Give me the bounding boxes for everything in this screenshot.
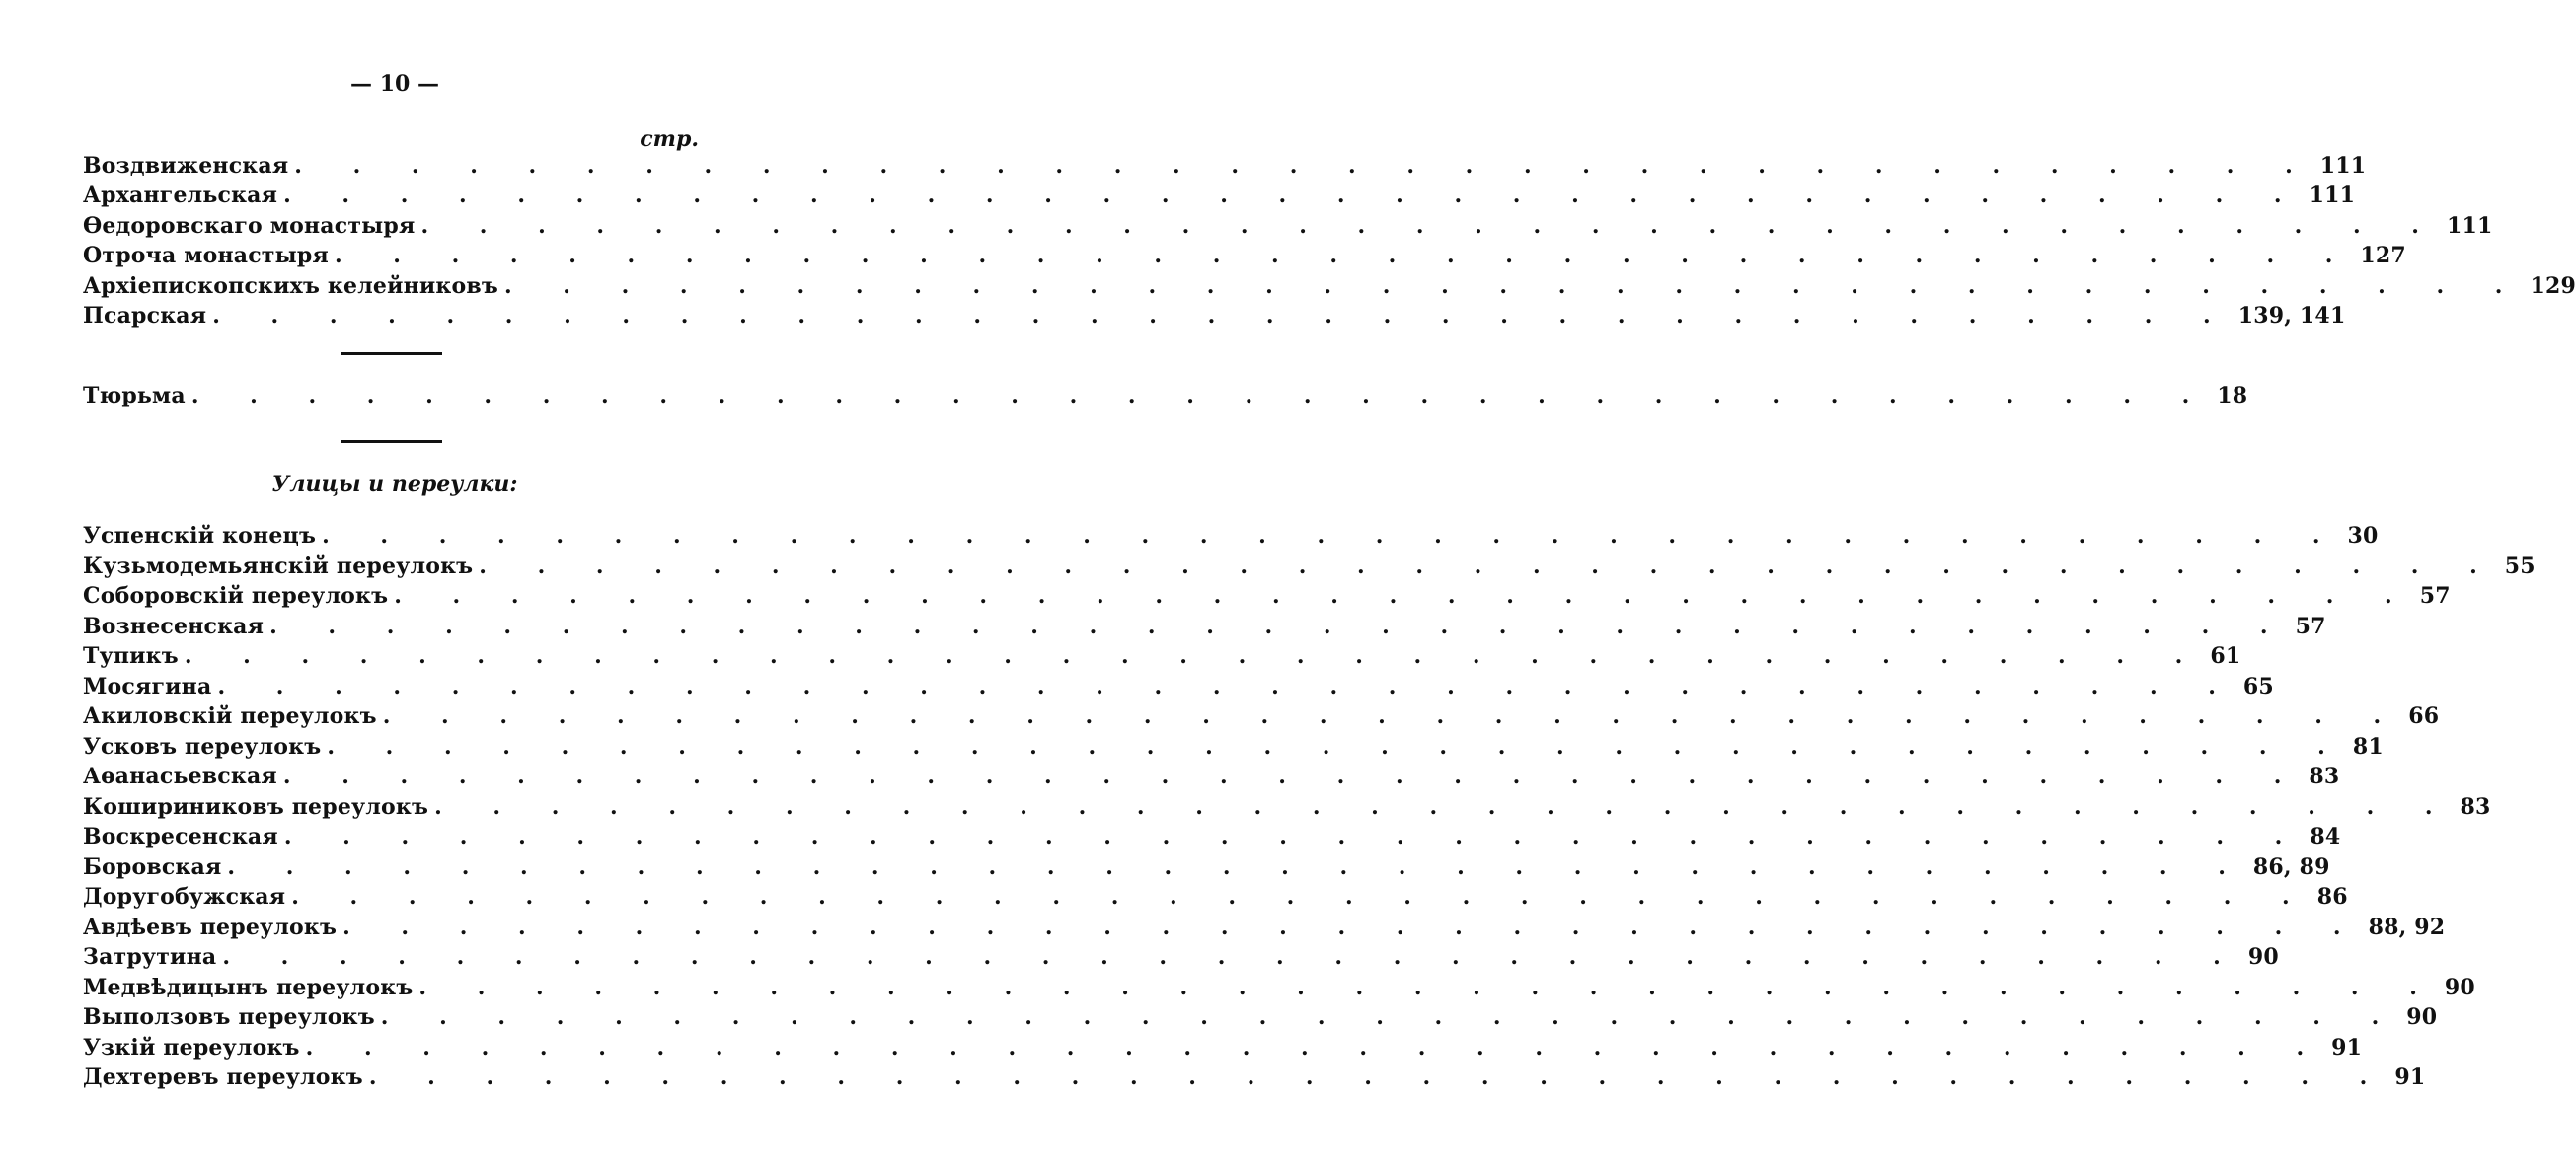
section-divider — [341, 440, 442, 443]
toc-entry — [83, 824, 2341, 854]
toc-entry — [83, 1004, 2438, 1035]
toc-entry-page: 90 — [2247, 944, 2279, 970]
toc-entry — [83, 673, 2274, 704]
dot-leader: . . . . . . . . . . . . . . . . . . . . . . . . . . . . . . . . . . . — [380, 1004, 2401, 1030]
toc-entry — [83, 243, 2406, 272]
toc-entry-label: Мосягина — [83, 673, 212, 699]
dot-leader: . . . . . . . . . . . . . . . . . . . . . . . . . . . . . . . . . . . — [294, 153, 2314, 179]
toc-entry-label: Усковъ переулокъ — [83, 733, 322, 760]
section-divider — [341, 352, 442, 355]
toc-entry-page: 129 — [2530, 272, 2576, 299]
dot-leader: . . . . . . . . . . . . . . . . . . . . . . . . . . . . . . . . . . . — [190, 383, 2212, 408]
toc-entry-label: Акиловскій переулокъ — [83, 703, 377, 729]
toc-entry-label: Доругобужская — [83, 884, 286, 910]
toc-entry-page: 91 — [2331, 1034, 2363, 1061]
toc-entry-page: 18 — [2217, 383, 2248, 408]
toc-entry — [83, 914, 2446, 945]
toc-entry-label: Соборовскій переулокъ — [83, 583, 389, 609]
toc-entry-label: Успенскій конецъ — [83, 523, 317, 549]
toc-entry-label: Боровская — [83, 853, 222, 880]
page-number: — 10 — — [350, 71, 439, 97]
toc-entry — [83, 583, 2451, 614]
dot-leader: . . . . . . . . . . . . . . . . . . . . . . . . . . . . . . . . . . . — [222, 944, 2242, 970]
toc-entry — [83, 884, 2348, 915]
toc-entry-page: 91 — [2394, 1065, 2426, 1090]
dot-leader: . . . . . . . . . . . . . . . . . . . . . . . . . . . . . . . . . . . — [212, 302, 2233, 329]
toc-entry — [83, 643, 2241, 674]
toc-entry-label: Отроча монастыря — [83, 243, 329, 269]
toc-entry — [83, 523, 2379, 553]
dot-leader: . . . . . . . . . . . . . . . . . . . . . . . . . . . . . . . . . . . — [283, 183, 2304, 209]
dot-leader: . . . . . . . . . . . . . . . . . . . . . . . . . . . . . . . . . . . — [283, 824, 2305, 849]
dot-leader: . . . . . . . . . . . . . . . . . . . . . . . . . . . . . . . . . . . — [217, 673, 2237, 699]
dot-leader: . . . . . . . . . . . . . . . . . . . . . . . . . . . . . . . . . . . — [420, 212, 2441, 239]
dot-leader: . . . . . . . . . . . . . . . . . . . . . . . . . . . . . . . . . . . — [434, 793, 2455, 820]
dot-leader: . . . . . . . . . . . . . . . . . . . . . . . . . . . . . . . . . . . — [184, 643, 2205, 669]
dot-leader: . . . . . . . . . . . . . . . . . . . . . . . . . . . . . . . . . . . — [322, 523, 2342, 549]
toc-entry-page: 127 — [2360, 243, 2406, 269]
toc-entry-label: Тюрьма — [83, 383, 186, 408]
toc-entry — [83, 793, 2491, 825]
toc-entry-page: 83 — [2309, 764, 2340, 789]
toc-entry-label: Авдѣевъ переулокъ — [83, 914, 338, 940]
toc-entry-label: Кошириниковъ переулокъ — [83, 793, 429, 820]
dot-leader: . . . . . . . . . . . . . . . . . . . . . . . . . . . . . . . . . . . — [291, 884, 2311, 910]
dot-leader: . . . . . . . . . . . . . . . . . . . . . . . . . . . . . . . . . . . — [327, 733, 2347, 760]
toc-entry — [83, 1065, 2426, 1095]
dot-leader: . . . . . . . . . . . . . . . . . . . . . . . . . . . . . . . . . . . — [269, 613, 2290, 639]
toc-entry-label: Дехтеревъ переулокъ — [83, 1065, 363, 1090]
toc-entry-label: Архіепископскихъ келейниковъ — [83, 272, 498, 299]
dot-leader: . . . . . . . . . . . . . . . . . . . . . . . . . . . . . . . . . . . — [227, 853, 2247, 880]
dot-leader: . . . . . . . . . . . . . . . . . . . . . . . . . . . . . . . . . . . — [334, 243, 2355, 269]
dot-leader: . . . . . . . . . . . . . . . . . . . . . . . . . . . . . . . . . . . — [368, 1065, 2389, 1090]
streets-list — [83, 523, 2536, 1095]
toc-entry-page: 83 — [2460, 793, 2491, 820]
toc-entry — [83, 302, 2346, 332]
streets-section-title: Улицы и переулки: — [271, 472, 518, 497]
toc-entry — [83, 944, 2279, 975]
dot-leader: . . . . . . . . . . . . . . . . . . . . . . . . . . . . . . . . . . . — [394, 583, 2414, 609]
toc-entry — [83, 733, 2384, 765]
toc-entry-page: 57 — [2419, 583, 2451, 609]
toc-entry-page: 111 — [2446, 212, 2493, 239]
toc-entry-page: 90 — [2406, 1004, 2438, 1030]
toc-entry-label: Псарская — [83, 302, 207, 329]
toc-entry — [83, 552, 2536, 584]
toc-entry-label: Вознесенская — [83, 613, 265, 639]
toc-entry-label: Медвѣдицынъ переулокъ — [83, 974, 414, 1000]
dot-leader: . . . . . . . . . . . . . . . . . . . . . . . . . . . . . . . . . . . — [382, 703, 2403, 729]
toc-entry-page: 111 — [2309, 183, 2356, 209]
toc-entry-page: 65 — [2242, 673, 2274, 699]
toc-entry-page: 61 — [2210, 643, 2241, 669]
toc-entry — [83, 272, 2576, 303]
toc-entry-label: Узкій переулокъ — [83, 1034, 300, 1061]
toc-entry-label: Тупикъ — [83, 643, 179, 669]
toc-entry-page: 30 — [2347, 523, 2379, 549]
toc-entry-page: 86, 89 — [2252, 853, 2330, 880]
prison-list — [83, 383, 2248, 412]
toc-entry-page: 66 — [2408, 703, 2440, 729]
toc-entry-label: Кузьмодемьянскій переулокъ — [83, 552, 474, 579]
toc-entry-page: 86 — [2316, 884, 2348, 910]
toc-entry-label: Воздвиженская — [83, 153, 289, 179]
toc-entry-page: 57 — [2295, 613, 2326, 639]
toc-entry-page: 139, 141 — [2237, 302, 2346, 329]
dot-leader: . . . . . . . . . . . . . . . . . . . . . . . . . . . . . . . . . . . — [503, 272, 2525, 299]
dot-leader: . . . . . . . . . . . . . . . . . . . . . . . . . . . . . . . . . . . — [479, 552, 2499, 579]
page-column-header: стр. — [640, 126, 699, 152]
toc-entry — [83, 183, 2356, 212]
toc-entry-label: Архангельская — [83, 183, 278, 209]
toc-entry-page: 111 — [2319, 153, 2367, 179]
toc-entry-page: 90 — [2444, 974, 2475, 1000]
toc-entry — [83, 212, 2493, 243]
toc-entry-label: Воскресенская — [83, 824, 278, 849]
toc-entry — [83, 853, 2330, 885]
dot-leader: . . . . . . . . . . . . . . . . . . . . . . . . . . . . . . . . . . . — [342, 914, 2363, 940]
toc-entry — [83, 764, 2340, 794]
toc-entry — [83, 613, 2326, 644]
toc-entry-page: 88, 92 — [2368, 914, 2446, 940]
toc-entry — [83, 974, 2475, 1005]
toc-entry-label: Ѳедоровскаго монастыря — [83, 212, 416, 239]
toc-entry-page: 81 — [2352, 733, 2384, 760]
dot-leader: . . . . . . . . . . . . . . . . . . . . . . . . . . . . . . . . . . . — [282, 764, 2304, 789]
toc-entry — [83, 703, 2440, 734]
monasteries-list — [83, 153, 2576, 332]
toc-entry-page: 84 — [2310, 824, 2341, 849]
toc-entry — [83, 1034, 2363, 1065]
dot-leader: . . . . . . . . . . . . . . . . . . . . . . . . . . . . . . . . . . . — [305, 1034, 2326, 1061]
toc-entry — [83, 153, 2367, 183]
toc-entry-page: 55 — [2504, 552, 2536, 579]
dot-leader: . . . . . . . . . . . . . . . . . . . . . . . . . . . . . . . . . . . — [418, 974, 2439, 1000]
toc-entry-label: Аѳанасьевская — [83, 764, 277, 789]
toc-entry — [83, 383, 2248, 412]
toc-entry-label: Выползовъ переулокъ — [83, 1004, 375, 1030]
toc-entry-label: Затрутина — [83, 944, 217, 970]
